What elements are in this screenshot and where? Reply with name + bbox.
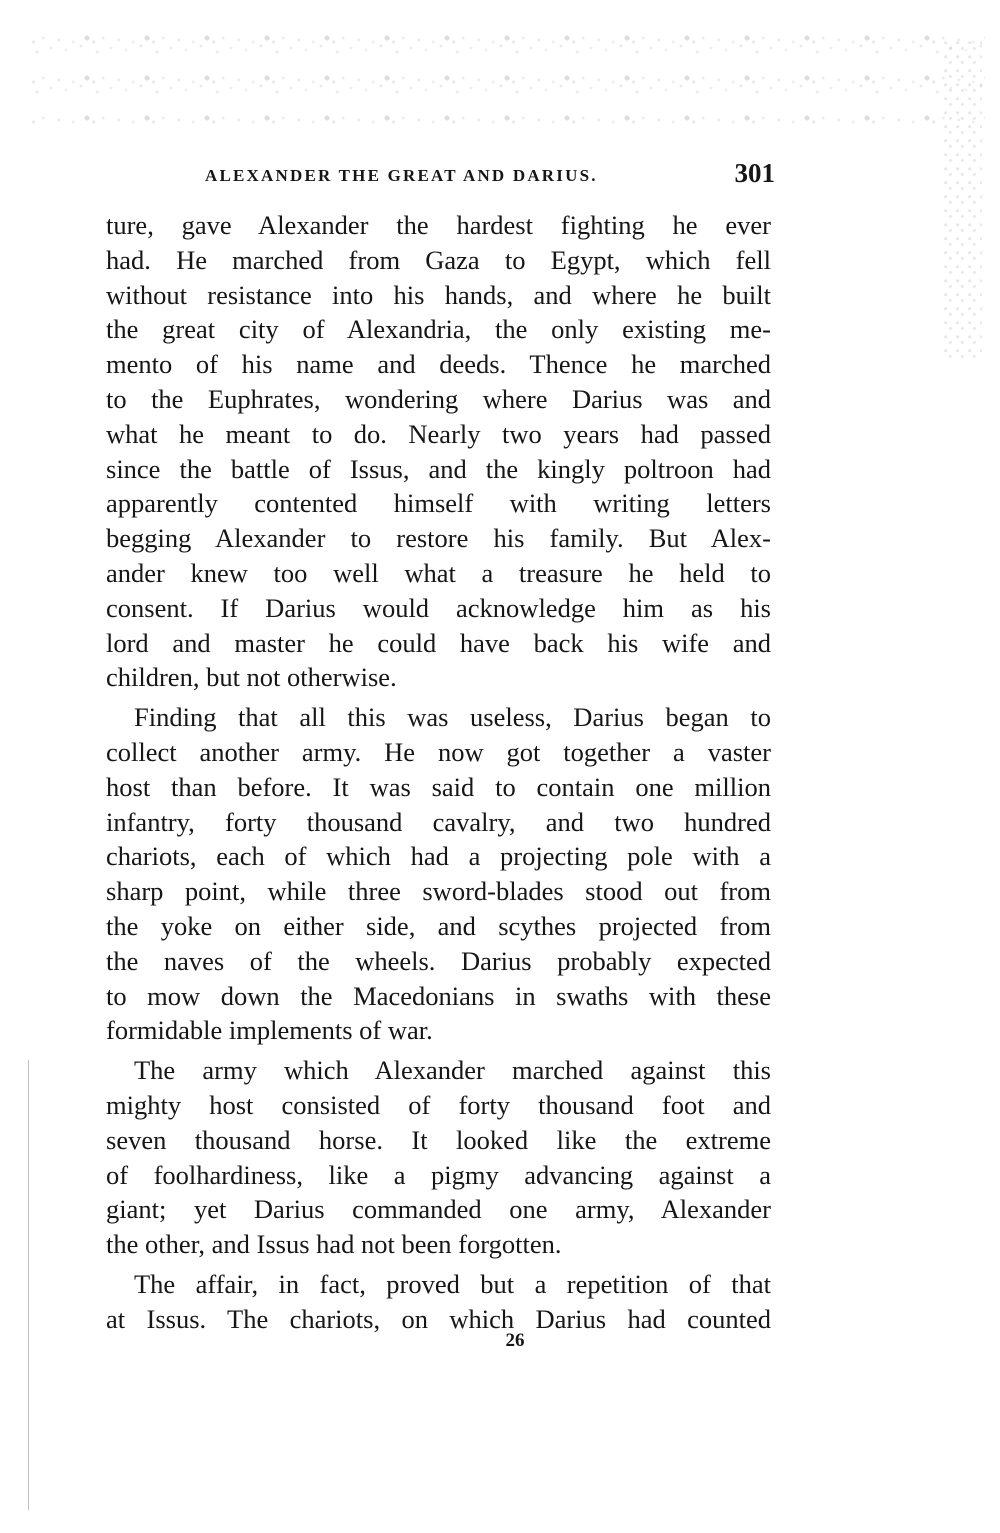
text-line: chariots, each of which had a projecting pole with a [106,841,771,872]
text-line: consent. If Darius would acknowledge him as his [106,592,771,623]
text-line: since the battle of Issus, and the kingly poltroon had [106,453,771,484]
signature-mark: 26 [505,1330,525,1351]
paragraph-2 [106,700,771,1048]
text-line: collect another army. He now got together a vaster [106,736,771,767]
text-line: seven thousand horse. It looked like the extreme [106,1124,771,1155]
text-line: the other, and Issus had not been forgotten. [106,1229,562,1260]
text-line: lord and master he could have back his wife and [106,627,771,658]
running-head: ALEXANDER THE GREAT AND DARIUS. [205,166,598,185]
text-line: infantry, forty thousand cavalry, and two hundred [106,806,771,837]
body-text [106,208,771,1342]
text-line: of foolhardiness, like a pigmy advancing against a [106,1159,771,1190]
text-line: Finding that all this was useless, Darius began to [134,702,771,733]
page-scan-noise-edge [942,40,982,360]
text-line: sharp point, while three sword-blades stood out from [106,876,771,907]
text-line: begging Alexander to restore his family. But Alex- [106,523,771,554]
text-line: apparently contented himself with writing letters [106,488,771,519]
page-header [205,158,775,198]
text-line: The affair, in fact, proved but a repetition of that [134,1268,771,1299]
text-line: host than before. It was said to contain one million [106,771,771,802]
paragraph-1 [106,208,771,695]
text-line: The army which Alexander marched against this [134,1055,771,1086]
text-line: the yoke on either side, and scythes projected from [106,910,771,941]
text-line: mighty host consisted of forty thousand foot and [106,1089,771,1120]
text-line: had. He marched from Gaza to Egypt, which fell [106,244,771,275]
text-line: the great city of Alexandria, the only existing me- [106,314,771,345]
text-line: giant; yet Darius commanded one army, Alexander [106,1194,771,1225]
paragraph-3 [106,1053,771,1262]
text-line: to the Euphrates, wondering where Darius was and [106,383,771,414]
text-line: without resistance into his hands, and where he built [106,279,771,310]
text-line: ander knew too well what a treasure he held to [106,557,771,588]
text-line: to mow down the Macedonians in swaths with these [106,980,771,1011]
page-scan-noise-top [30,30,985,125]
text-line: at Issus. The chariots, on which Darius had counted [106,1303,771,1334]
page-edge-line [28,1060,29,1510]
text-line: mento of his name and deeds. Thence he marched [106,349,771,380]
page-number: 301 [734,158,775,188]
text-line: what he meant to do. Nearly two years had passed [106,418,771,449]
text-line: ture, gave Alexander the hardest fighting he ever [106,210,771,240]
text-line: children, but not otherwise. [106,662,397,693]
text-line: formidable implements of war. [106,1015,433,1046]
text-line: the naves of the wheels. Darius probably expected [106,945,771,976]
paragraph-4 [106,1267,771,1337]
